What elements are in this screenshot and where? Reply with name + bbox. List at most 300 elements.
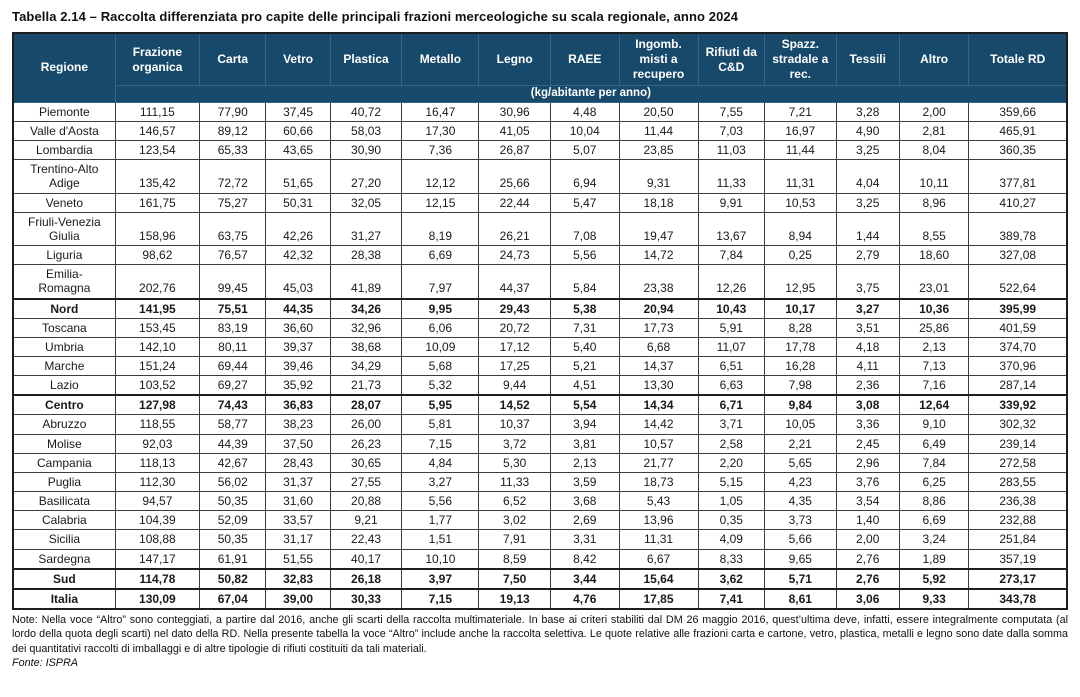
value-cell: 30,90 [330,141,402,160]
value-cell: 5,56 [551,246,620,265]
table-row-sud [13,569,1067,589]
value-cell: 3,51 [836,318,899,337]
value-cell: 45,03 [266,265,330,299]
value-cell: 52,09 [200,511,266,530]
value-cell: 103,52 [115,376,199,396]
value-cell: 357,19 [969,549,1067,569]
value-cell: 389,78 [969,212,1067,245]
region-cell: Trentino-Alto Adige [13,160,115,193]
value-cell: 83,19 [200,318,266,337]
value-cell: 25,86 [899,318,969,337]
value-cell: 11,33 [698,160,764,193]
value-cell: 5,21 [551,356,620,375]
value-cell: 41,89 [330,265,402,299]
value-cell: 10,43 [698,299,764,319]
value-cell: 5,68 [402,356,479,375]
value-cell: 3,24 [899,530,969,549]
value-cell: 4,84 [402,453,479,472]
value-cell: 74,43 [200,395,266,415]
value-cell: 3,72 [479,434,551,453]
value-cell: 2,69 [551,511,620,530]
source-label: Fonte: ISPRA [12,656,79,669]
value-cell: 10,09 [402,337,479,356]
value-cell: 158,96 [115,212,199,245]
value-cell: 4,48 [551,102,620,121]
value-cell: 8,33 [698,549,764,569]
value-cell: 36,60 [266,318,330,337]
value-cell: 8,96 [899,193,969,212]
region-cell: Calabria [13,511,115,530]
value-cell: 151,24 [115,356,199,375]
region-cell: Sud [13,569,115,589]
region-cell: Toscana [13,318,115,337]
value-cell: 239,14 [969,434,1067,453]
value-cell: 3,81 [551,434,620,453]
value-cell: 75,27 [200,193,266,212]
value-cell: 98,62 [115,246,199,265]
value-cell: 2,21 [764,434,836,453]
column-header-metallo: Metallo [402,33,479,86]
value-cell: 1,77 [402,511,479,530]
value-cell: 7,84 [899,453,969,472]
region-cell: Nord [13,299,115,319]
value-cell: 17,73 [619,318,698,337]
value-cell: 5,56 [402,492,479,511]
value-cell: 27,20 [330,160,402,193]
value-cell: 4,35 [764,492,836,511]
value-cell: 3,68 [551,492,620,511]
value-cell: 26,18 [330,569,402,589]
column-header-tessili: Tessili [836,33,899,86]
value-cell: 2,13 [551,453,620,472]
header-row [13,33,1067,86]
value-cell: 327,08 [969,246,1067,265]
value-cell: 16,97 [764,121,836,140]
value-cell: 4,76 [551,589,620,609]
value-cell: 273,17 [969,569,1067,589]
value-cell: 7,31 [551,318,620,337]
value-cell: 370,96 [969,356,1067,375]
column-header-rifiuti-da-c-d: Rifiuti da C&D [698,33,764,86]
value-cell: 4,51 [551,376,620,396]
value-cell: 6,71 [698,395,764,415]
value-cell: 31,60 [266,492,330,511]
value-cell: 3,73 [764,511,836,530]
value-cell: 37,50 [266,434,330,453]
value-cell: 17,85 [619,589,698,609]
value-cell: 1,89 [899,549,969,569]
value-cell: 5,30 [479,453,551,472]
value-cell: 108,88 [115,530,199,549]
value-cell: 58,03 [330,121,402,140]
table-row-trentino-alto-adige [13,160,1067,193]
value-cell: 26,87 [479,141,551,160]
value-cell: 3,59 [551,472,620,491]
value-cell: 1,51 [402,530,479,549]
value-cell: 69,27 [200,376,266,396]
value-cell: 5,38 [551,299,620,319]
table-row-friuli-venezia-giulia [13,212,1067,245]
value-cell: 3,75 [836,265,899,299]
value-cell: 31,17 [266,530,330,549]
value-cell: 5,47 [551,193,620,212]
column-header-frazione-organica: Frazione organica [115,33,199,86]
value-cell: 146,57 [115,121,199,140]
column-header-altro: Altro [899,33,969,86]
value-cell: 20,94 [619,299,698,319]
value-cell: 41,05 [479,121,551,140]
value-cell: 142,10 [115,337,199,356]
value-cell: 6,69 [402,246,479,265]
value-cell: 2,00 [899,102,969,121]
value-cell: 37,45 [266,102,330,121]
value-cell: 80,11 [200,337,266,356]
value-cell: 77,90 [200,102,266,121]
region-cell: Sicilia [13,530,115,549]
region-cell: Centro [13,395,115,415]
value-cell: 26,00 [330,415,402,434]
table-body [13,102,1067,609]
value-cell: 7,98 [764,376,836,396]
value-cell: 130,09 [115,589,199,609]
value-cell: 5,15 [698,472,764,491]
value-cell: 89,12 [200,121,266,140]
table-row-sardegna [13,549,1067,569]
table-row-sicilia [13,530,1067,549]
value-cell: 7,55 [698,102,764,121]
region-cell: Umbria [13,337,115,356]
value-cell: 2,00 [836,530,899,549]
value-cell: 23,38 [619,265,698,299]
value-cell: 28,38 [330,246,402,265]
value-cell: 38,23 [266,415,330,434]
value-cell: 10,11 [899,160,969,193]
value-cell: 39,00 [266,589,330,609]
value-cell: 9,10 [899,415,969,434]
region-cell: Italia [13,589,115,609]
value-cell: 287,14 [969,376,1067,396]
value-cell: 58,77 [200,415,266,434]
region-cell: Veneto [13,193,115,212]
value-cell: 2,79 [836,246,899,265]
value-cell: 6,52 [479,492,551,511]
value-cell: 14,72 [619,246,698,265]
table-row-veneto [13,193,1067,212]
column-header-vetro: Vetro [266,33,330,86]
table-row-lombardia [13,141,1067,160]
value-cell: 236,38 [969,492,1067,511]
value-cell: 27,55 [330,472,402,491]
value-cell: 5,32 [402,376,479,396]
value-cell: 72,72 [200,160,266,193]
value-cell: 374,70 [969,337,1067,356]
table-row-toscana [13,318,1067,337]
value-cell: 43,65 [266,141,330,160]
value-cell: 19,13 [479,589,551,609]
value-cell: 51,65 [266,160,330,193]
region-cell: Lombardia [13,141,115,160]
value-cell: 12,95 [764,265,836,299]
value-cell: 6,68 [619,337,698,356]
value-cell: 16,47 [402,102,479,121]
value-cell: 5,07 [551,141,620,160]
value-cell: 135,42 [115,160,199,193]
value-cell: 8,28 [764,318,836,337]
value-cell: 12,26 [698,265,764,299]
value-cell: 26,23 [330,434,402,453]
value-cell: 16,28 [764,356,836,375]
value-cell: 153,45 [115,318,199,337]
value-cell: 40,72 [330,102,402,121]
value-cell: 8,55 [899,212,969,245]
value-cell: 10,05 [764,415,836,434]
value-cell: 22,43 [330,530,402,549]
value-cell: 14,52 [479,395,551,415]
value-cell: 465,91 [969,121,1067,140]
value-cell: 8,94 [764,212,836,245]
value-cell: 39,46 [266,356,330,375]
value-cell: 7,16 [899,376,969,396]
value-cell: 1,40 [836,511,899,530]
table-row-abruzzo [13,415,1067,434]
value-cell: 5,92 [899,569,969,589]
value-cell: 3,31 [551,530,620,549]
value-cell: 14,42 [619,415,698,434]
value-cell: 2,20 [698,453,764,472]
value-cell: 7,21 [764,102,836,121]
value-cell: 69,44 [200,356,266,375]
value-cell: 18,18 [619,193,698,212]
value-cell: 34,29 [330,356,402,375]
value-cell: 13,30 [619,376,698,396]
table-row-emilia-romagna [13,265,1067,299]
value-cell: 6,63 [698,376,764,396]
value-cell: 15,64 [619,569,698,589]
value-cell: 9,31 [619,160,698,193]
value-cell: 2,81 [899,121,969,140]
value-cell: 3,25 [836,193,899,212]
value-cell: 31,27 [330,212,402,245]
value-cell: 42,26 [266,212,330,245]
value-cell: 6,25 [899,472,969,491]
value-cell: 118,55 [115,415,199,434]
value-cell: 2,96 [836,453,899,472]
value-cell: 114,78 [115,569,199,589]
value-cell: 522,64 [969,265,1067,299]
value-cell: 104,39 [115,511,199,530]
value-cell: 272,58 [969,453,1067,472]
value-cell: 302,32 [969,415,1067,434]
value-cell: 32,05 [330,193,402,212]
value-cell: 3,97 [402,569,479,589]
value-cell: 40,17 [330,549,402,569]
value-cell: 118,13 [115,453,199,472]
value-cell: 50,35 [200,492,266,511]
value-cell: 5,40 [551,337,620,356]
value-cell: 6,06 [402,318,479,337]
value-cell: 3,02 [479,511,551,530]
column-header-carta: Carta [200,33,266,86]
value-cell: 2,36 [836,376,899,396]
value-cell: 5,54 [551,395,620,415]
value-cell: 339,92 [969,395,1067,415]
value-cell: 7,15 [402,434,479,453]
value-cell: 10,37 [479,415,551,434]
value-cell: 14,34 [619,395,698,415]
value-cell: 35,92 [266,376,330,396]
table-row-marche [13,356,1067,375]
value-cell: 10,17 [764,299,836,319]
value-cell: 25,66 [479,160,551,193]
value-cell: 232,88 [969,511,1067,530]
value-cell: 28,07 [330,395,402,415]
value-cell: 1,44 [836,212,899,245]
region-cell: Puglia [13,472,115,491]
value-cell: 141,95 [115,299,199,319]
value-cell: 3,94 [551,415,620,434]
value-cell: 44,37 [479,265,551,299]
value-cell: 9,44 [479,376,551,396]
value-cell: 13,96 [619,511,698,530]
value-cell: 5,84 [551,265,620,299]
value-cell: 3,54 [836,492,899,511]
value-cell: 127,98 [115,395,199,415]
value-cell: 3,36 [836,415,899,434]
value-cell: 20,50 [619,102,698,121]
value-cell: 30,33 [330,589,402,609]
value-cell: 32,96 [330,318,402,337]
value-cell: 10,04 [551,121,620,140]
table-row-molise [13,434,1067,453]
value-cell: 11,07 [698,337,764,356]
value-cell: 2,58 [698,434,764,453]
value-cell: 0,35 [698,511,764,530]
value-cell: 99,45 [200,265,266,299]
value-cell: 76,57 [200,246,266,265]
value-cell: 7,84 [698,246,764,265]
value-cell: 42,67 [200,453,266,472]
value-cell: 38,68 [330,337,402,356]
value-cell: 29,43 [479,299,551,319]
value-cell: 5,66 [764,530,836,549]
value-cell: 359,66 [969,102,1067,121]
region-cell: Campania [13,453,115,472]
value-cell: 4,09 [698,530,764,549]
value-cell: 23,01 [899,265,969,299]
value-cell: 7,41 [698,589,764,609]
unit-header: (kg/abitante per anno) [115,86,1067,103]
value-cell: 112,30 [115,472,199,491]
region-cell: Valle d'Aosta [13,121,115,140]
column-header-raee: RAEE [551,33,620,86]
region-cell: Piemonte [13,102,115,121]
value-cell: 92,03 [115,434,199,453]
value-cell: 44,39 [200,434,266,453]
regional-table [12,32,1068,610]
value-cell: 3,25 [836,141,899,160]
value-cell: 60,66 [266,121,330,140]
value-cell: 23,85 [619,141,698,160]
value-cell: 7,08 [551,212,620,245]
unit-row [13,86,1067,103]
value-cell: 9,84 [764,395,836,415]
value-cell: 12,64 [899,395,969,415]
value-cell: 5,95 [402,395,479,415]
value-cell: 44,35 [266,299,330,319]
value-cell: 4,11 [836,356,899,375]
value-cell: 9,95 [402,299,479,319]
value-cell: 65,33 [200,141,266,160]
region-cell: Emilia-Romagna [13,265,115,299]
value-cell: 20,88 [330,492,402,511]
value-cell: 50,35 [200,530,266,549]
value-cell: 8,59 [479,549,551,569]
value-cell: 5,91 [698,318,764,337]
value-cell: 161,75 [115,193,199,212]
value-cell: 10,53 [764,193,836,212]
value-cell: 17,30 [402,121,479,140]
value-cell: 13,67 [698,212,764,245]
table-row-italia [13,589,1067,609]
value-cell: 147,17 [115,549,199,569]
value-cell: 30,96 [479,102,551,121]
value-cell: 2,13 [899,337,969,356]
value-cell: 18,60 [899,246,969,265]
value-cell: 17,12 [479,337,551,356]
value-cell: 111,15 [115,102,199,121]
value-cell: 6,67 [619,549,698,569]
value-cell: 5,43 [619,492,698,511]
value-cell: 61,91 [200,549,266,569]
region-cell: Liguria [13,246,115,265]
value-cell: 51,55 [266,549,330,569]
table-row-campania [13,453,1067,472]
value-cell: 28,43 [266,453,330,472]
value-cell: 26,21 [479,212,551,245]
value-cell: 5,65 [764,453,836,472]
region-cell: Marche [13,356,115,375]
column-header-legno: Legno [479,33,551,86]
value-cell: 8,42 [551,549,620,569]
value-cell: 14,37 [619,356,698,375]
value-cell: 0,25 [764,246,836,265]
value-cell: 2,76 [836,569,899,589]
value-cell: 377,81 [969,160,1067,193]
value-cell: 17,78 [764,337,836,356]
value-cell: 7,91 [479,530,551,549]
region-cell: Abruzzo [13,415,115,434]
value-cell: 11,44 [764,141,836,160]
column-header-spazz-stradale-a-rec: Spazz. stradale a rec. [764,33,836,86]
region-cell: Friuli-Venezia Giulia [13,212,115,245]
column-header-regione: Regione [13,33,115,102]
value-cell: 3,27 [836,299,899,319]
value-cell: 9,33 [899,589,969,609]
value-cell: 251,84 [969,530,1067,549]
value-cell: 343,78 [969,589,1067,609]
value-cell: 75,51 [200,299,266,319]
value-cell: 410,27 [969,193,1067,212]
value-cell: 5,81 [402,415,479,434]
region-cell: Sardegna [13,549,115,569]
value-cell: 7,03 [698,121,764,140]
value-cell: 10,57 [619,434,698,453]
table-row-calabria [13,511,1067,530]
value-cell: 6,69 [899,511,969,530]
value-cell: 9,91 [698,193,764,212]
value-cell: 50,31 [266,193,330,212]
value-cell: 21,77 [619,453,698,472]
